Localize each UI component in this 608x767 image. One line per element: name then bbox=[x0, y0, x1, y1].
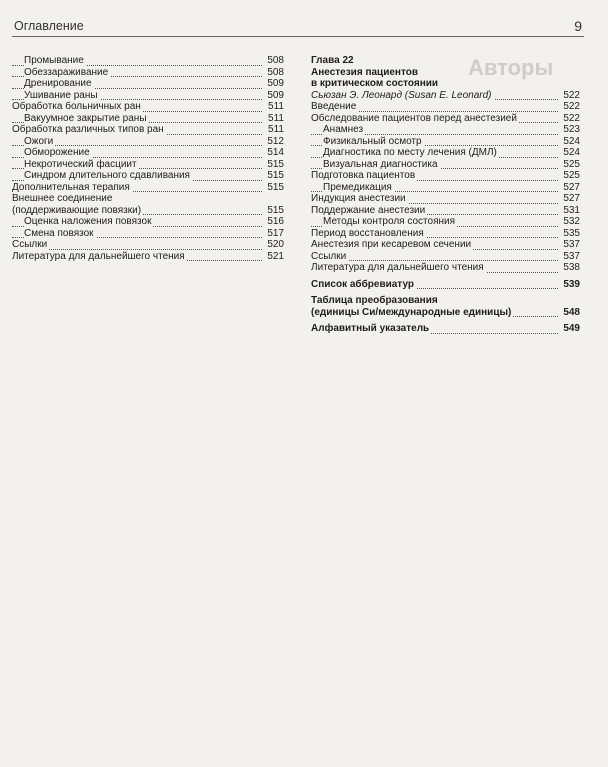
toc-entry-title: Обработка больничных ран bbox=[12, 101, 141, 112]
toc-entry-page: 525 bbox=[563, 158, 580, 170]
toc-entry-title: Период восстановления bbox=[311, 227, 424, 239]
toc-entry[interactable] bbox=[311, 136, 580, 148]
toc-entry[interactable] bbox=[12, 251, 284, 263]
toc-entry-title: Введение bbox=[311, 101, 357, 112]
toc-entry-title: Литература для дальнейшего чтения bbox=[12, 250, 185, 262]
toc-entry-title: Индукция анестезии bbox=[311, 193, 406, 204]
toc-entry-page: 524 bbox=[563, 135, 580, 147]
bleed-through-heading: Авторы bbox=[468, 55, 554, 80]
toc-entry-title: Диагностика по месту лечения (ДМЛ) bbox=[323, 147, 497, 158]
toc-entry-title: (поддерживающие повязки) bbox=[12, 204, 142, 216]
toc-entry[interactable] bbox=[311, 216, 580, 228]
toc-entry[interactable] bbox=[12, 78, 284, 90]
toc-entry-title: Дополнительная терапия bbox=[12, 181, 130, 193]
toc-entry-page: 515 bbox=[267, 170, 284, 181]
toc-entry-page: 511 bbox=[268, 101, 284, 112]
toc-entry[interactable] bbox=[311, 159, 580, 171]
toc-entry-page: 508 bbox=[267, 55, 284, 66]
toc-entry-page: 539 bbox=[563, 278, 580, 290]
toc-entry-page: 515 bbox=[267, 204, 284, 216]
toc-entry-title: Ушивание раны bbox=[24, 89, 98, 101]
toc-entry[interactable] bbox=[12, 90, 284, 102]
toc-entry[interactable] bbox=[12, 228, 284, 240]
toc-entry[interactable] bbox=[12, 159, 284, 171]
toc-entry-page: 527 bbox=[563, 181, 580, 193]
toc-entry-page: 508 bbox=[267, 66, 284, 78]
toc-entry-title: Список аббревиатур bbox=[311, 278, 414, 290]
toc-entry[interactable] bbox=[12, 113, 284, 125]
toc-entry-title: Анестезия при кесаревом сечении bbox=[311, 239, 472, 250]
header-rule bbox=[12, 36, 584, 37]
toc-entry[interactable] bbox=[12, 239, 284, 251]
toc-entry[interactable] bbox=[311, 124, 580, 136]
toc-entry-title: Обследование пациентов перед анестезией bbox=[311, 112, 517, 124]
toc-entry-page: 522 bbox=[563, 89, 580, 101]
toc-entry[interactable] bbox=[12, 67, 284, 79]
toc-entry[interactable] bbox=[12, 124, 284, 136]
toc-entry-title: Внешнее соединение bbox=[12, 193, 113, 204]
toc-entry-title: Дренирование bbox=[24, 78, 92, 89]
toc-entry-page: 527 bbox=[563, 193, 580, 204]
toc-entry[interactable] bbox=[311, 251, 580, 263]
toc-entry-page: 521 bbox=[267, 250, 284, 262]
toc-entry-page: 512 bbox=[267, 135, 284, 147]
toc-entry-title: Обморожение bbox=[24, 147, 90, 158]
toc-entry[interactable] bbox=[12, 101, 284, 113]
toc-entry-title: Ссылки bbox=[311, 250, 347, 262]
running-title: Оглавление bbox=[14, 19, 84, 33]
toc-entry-title: (единицы Си/международные единицы) bbox=[311, 306, 512, 318]
toc-entry-page: 515 bbox=[267, 158, 284, 170]
toc-entry[interactable] bbox=[311, 170, 580, 182]
toc-entry-page: 522 bbox=[563, 101, 580, 112]
chapter-author[interactable] bbox=[311, 90, 580, 102]
toc-entry-title: Визуальная диагностика bbox=[323, 158, 438, 170]
toc-entry[interactable] bbox=[12, 170, 284, 182]
toc-entry-title: Ссылки bbox=[12, 239, 48, 250]
toc-entry-title: Промывание bbox=[24, 55, 84, 66]
toc-entry-table[interactable] bbox=[311, 307, 580, 319]
toc-entry-page: 517 bbox=[267, 227, 284, 239]
toc-entry[interactable] bbox=[311, 193, 580, 205]
toc-entry[interactable] bbox=[12, 193, 284, 205]
toc-entry-page: 524 bbox=[563, 147, 580, 158]
toc-entry-page: 520 bbox=[267, 239, 284, 250]
toc-entry-page: 537 bbox=[563, 250, 580, 262]
toc-entry[interactable] bbox=[12, 205, 284, 217]
toc-entry[interactable] bbox=[12, 147, 284, 159]
toc-entry-title: Премедикация bbox=[323, 181, 392, 193]
toc-entry[interactable] bbox=[12, 182, 284, 194]
toc-entry[interactable] bbox=[311, 228, 580, 240]
toc-entry-title: Обработка различных типов ран bbox=[12, 124, 164, 135]
toc-entry[interactable] bbox=[311, 147, 580, 159]
toc-left-column bbox=[12, 55, 284, 262]
toc-entry-title: Некротический фасциит bbox=[24, 158, 137, 170]
toc-entry-page: 532 bbox=[563, 216, 580, 227]
toc-entry-title: Подготовка пациентов bbox=[311, 170, 416, 181]
toc-entry-page: 511 bbox=[268, 124, 284, 135]
toc-entry[interactable] bbox=[311, 113, 580, 125]
toc-entry-page: 523 bbox=[563, 124, 580, 135]
toc-entry-page: 548 bbox=[563, 306, 580, 318]
toc-entry-page: 509 bbox=[267, 78, 284, 89]
toc-entry-page: 511 bbox=[268, 112, 284, 124]
toc-entry-title: Оценка наложения повязок bbox=[24, 216, 152, 227]
toc-entry-page: 516 bbox=[267, 216, 284, 227]
toc-entry-title: Алфавитный указатель bbox=[311, 323, 430, 334]
toc-entry-abbreviations[interactable] bbox=[311, 279, 580, 291]
toc-entry[interactable] bbox=[12, 136, 284, 148]
chapter-title-line2: в критическом состоянии bbox=[311, 78, 439, 89]
toc-entry[interactable] bbox=[311, 205, 580, 217]
toc-entry[interactable] bbox=[311, 262, 580, 274]
toc-entry-table-title: Таблица преобразования bbox=[311, 295, 438, 306]
toc-entry-page: 525 bbox=[563, 170, 580, 181]
toc-entry-page: 514 bbox=[267, 147, 284, 158]
toc-entry-page: 522 bbox=[563, 112, 580, 124]
toc-entry-title: Физикальный осмотр bbox=[323, 135, 422, 147]
toc-entry-title: Смена повязок bbox=[24, 227, 94, 239]
toc-entry-title: Поддержание анестезии bbox=[311, 204, 426, 216]
toc-entry-page: 537 bbox=[563, 239, 580, 250]
toc-entry-page: 535 bbox=[563, 227, 580, 239]
toc-entry-title: Вакуумное закрытие раны bbox=[24, 112, 147, 124]
toc-entry-page: 515 bbox=[267, 181, 284, 193]
toc-entry-page: 509 bbox=[267, 89, 284, 101]
toc-entry-title: Литература для дальнейшего чтения bbox=[311, 262, 484, 273]
chapter-title-line1: Анестезия пациентов bbox=[311, 66, 418, 78]
toc-entry[interactable] bbox=[311, 182, 580, 194]
toc-entry-title: Анамнез bbox=[323, 124, 364, 135]
toc-entry[interactable] bbox=[311, 101, 580, 113]
toc-entry-index[interactable] bbox=[311, 323, 580, 335]
toc-entry-page: 549 bbox=[563, 323, 580, 334]
toc-entry-title: Сьюзан Э. Леонард (Susan E. Leonard) bbox=[311, 89, 492, 101]
toc-entry-page: 538 bbox=[563, 262, 580, 273]
toc-entry-title: Синдром длительного сдавливания bbox=[24, 170, 190, 181]
toc-right-column bbox=[311, 55, 580, 335]
page-number: 9 bbox=[574, 18, 582, 34]
toc-entry-title: Методы контроля состояния bbox=[323, 216, 456, 227]
chapter-label: Глава 22 bbox=[311, 55, 354, 66]
toc-entry[interactable] bbox=[311, 239, 580, 251]
toc-entry-title: Ожоги bbox=[24, 135, 54, 147]
toc-entry[interactable] bbox=[12, 55, 284, 67]
toc-entry[interactable] bbox=[12, 216, 284, 228]
toc-entry-page: 531 bbox=[563, 204, 580, 216]
toc-entry-title: Обеззараживание bbox=[24, 66, 109, 78]
